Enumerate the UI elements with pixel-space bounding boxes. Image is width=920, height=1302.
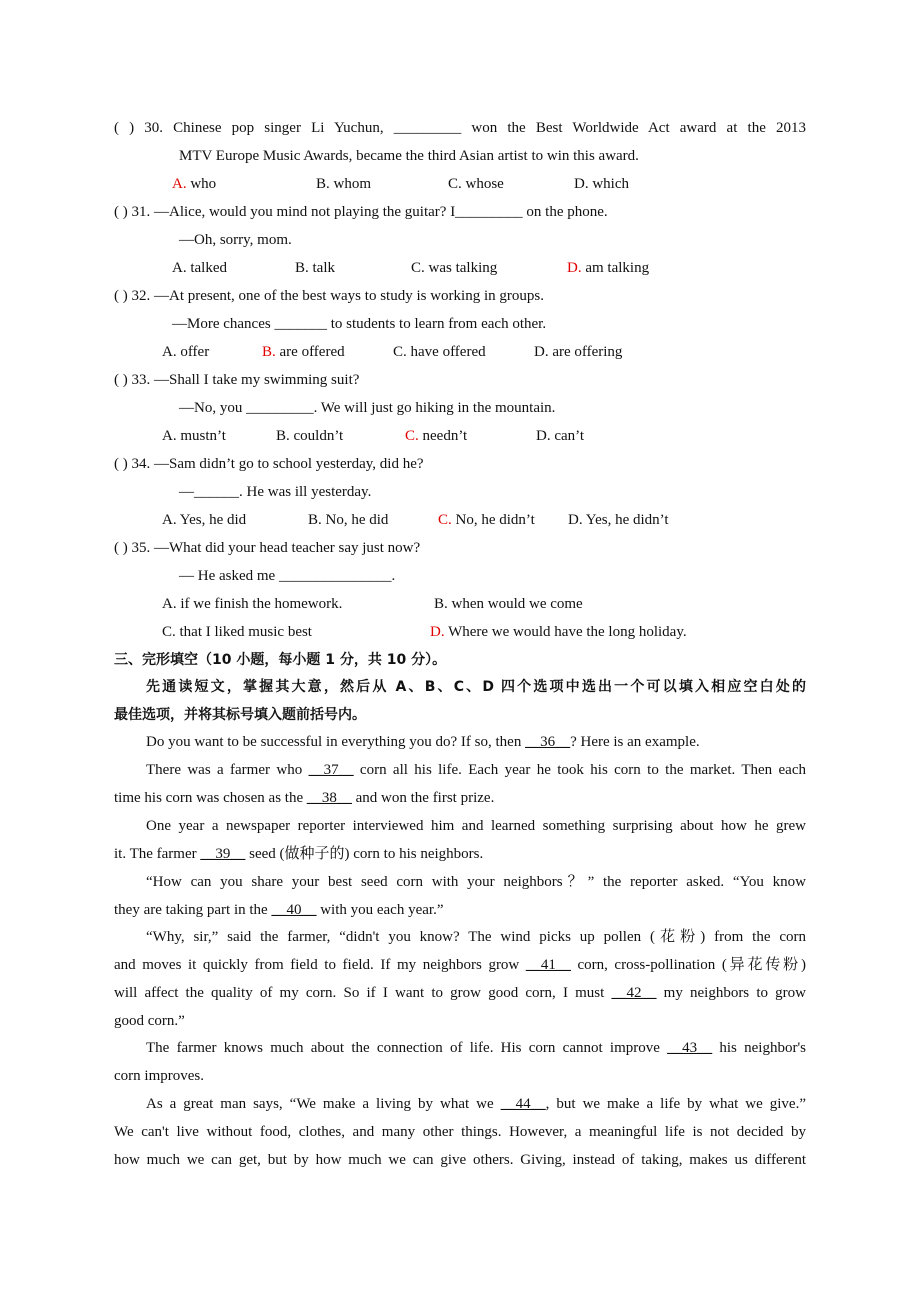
passage-text: The farmer knows much about the connection of life. His corn cannot improve <box>146 1040 668 1056</box>
option-text: No, he didn’t <box>451 512 535 528</box>
q33-line1: ( ) 33. —Shall I take my swimming suit? <box>114 372 360 388</box>
passage-text: seed (做种子的) corn to his neighbors. <box>245 846 484 862</box>
q30-option-a <box>172 174 216 194</box>
passage-text: it. The farmer <box>114 846 201 862</box>
q35-line1: ( ) 35. —What did your head teacher say just now? <box>114 540 421 556</box>
passage-text: they are taking part in the <box>114 902 272 918</box>
q34-option-c <box>438 510 535 530</box>
answer-mark: A. <box>172 176 187 192</box>
q31-option-a: A. talked <box>172 260 227 276</box>
passage-line: how much we can get, but by how much we can give others. Giving, instead of taking, makes us different <box>114 1152 806 1168</box>
answer-mark: C. <box>438 512 452 528</box>
q31-option-d <box>567 258 649 278</box>
q30-option-c: C. whose <box>448 176 504 192</box>
passage-text: , but we make a life by what we give.” <box>545 1096 807 1112</box>
passage-text: There was a farmer who <box>146 762 309 778</box>
blank-39: __39__ <box>200 846 246 862</box>
passage-text: Do you want to be successful in everything you do? If so, then <box>146 734 526 750</box>
passage-line <box>146 1038 806 1058</box>
q31-line2: —Oh, sorry, mom. <box>179 232 292 248</box>
passage-text: with you each year.” <box>316 902 444 918</box>
q30-option-b: B. whom <box>316 176 372 192</box>
q32-line2: —More chances _______ to students to learn from each other. <box>172 316 547 332</box>
answer-mark: D. <box>567 260 582 276</box>
blank-43: __43__ <box>667 1040 713 1056</box>
q34-option-d: D. Yes, he didn’t <box>568 512 669 528</box>
q32-option-c: C. have offered <box>393 344 486 360</box>
passage-text: his neighbor's <box>712 1040 806 1056</box>
q31-option-b: B. talk <box>295 260 335 276</box>
passage-line <box>114 844 483 864</box>
passage-line: We can't live without food, clothes, and many other things. However, a meaningful life is not decided by <box>114 1124 806 1140</box>
passage-text: As a great man says, “We make a living by what we <box>146 1096 501 1112</box>
q33-option-a: A. mustn’t <box>162 428 226 444</box>
passage-line <box>146 760 806 780</box>
q31-option-c: C. was talking <box>411 260 498 276</box>
passage-text: ? Here is an example. <box>570 734 700 750</box>
passage-line <box>114 983 806 1003</box>
blank-44: __44__ <box>500 1096 546 1112</box>
option-text: who <box>186 176 217 192</box>
passage-line: “How can you share your best seed corn with your neighbors？” the reporter asked. “You know <box>146 874 806 890</box>
section-instructions-line1: 先通读短文，掌握其大意，然后从 A、B、C、D 四个选项中选出一个可以填入相应空白处的 <box>146 679 806 695</box>
passage-text: time his corn was chosen as the <box>114 790 307 806</box>
q33-option-d: D. can’t <box>536 428 585 444</box>
q35-option-b: B. when would we come <box>434 596 583 612</box>
q32-option-a: A. offer <box>162 344 210 360</box>
blank-37: __37__ <box>308 762 354 778</box>
option-text: are offered <box>275 344 345 360</box>
q30-line1: ( ) 30. Chinese pop singer Li Yuchun, _________ won the Best Worldwide Act award at the 2013 <box>114 120 806 136</box>
passage-line: corn improves. <box>114 1068 204 1084</box>
passage-line <box>114 955 806 975</box>
q35-option-c: C. that I liked music best <box>162 624 312 640</box>
q35-option-d <box>430 622 687 642</box>
option-text: needn’t <box>418 428 468 444</box>
q35-option-a: A. if we finish the homework. <box>162 596 343 612</box>
passage-line <box>146 732 700 752</box>
q31-line1: ( ) 31. —Alice, would you mind not playing the guitar? I_________ on the phone. <box>114 204 608 220</box>
passage-text: and moves it quickly from field to field. If my neighbors grow <box>114 957 526 973</box>
passage-line <box>114 900 443 920</box>
q34-line2: —______. He was ill yesterday. <box>179 484 372 500</box>
section-instructions-line2: 最佳选项，并将其标号填入题前括号内。 <box>114 707 366 723</box>
passage-text: and won the first prize. <box>351 790 495 806</box>
q33-line2: —No, you _________. We will just go hiking in the mountain. <box>179 400 556 416</box>
q34-option-a: A. Yes, he did <box>162 512 247 528</box>
q32-option-d: D. are offering <box>534 344 623 360</box>
q33-option-b: B. couldn’t <box>276 428 344 444</box>
q34-line1: ( ) 34. —Sam didn’t go to school yesterday, did he? <box>114 456 424 472</box>
passage-text: will affect the quality of my corn. So if I want to grow good corn, I must <box>114 985 612 1001</box>
blank-36: __36__ <box>525 734 571 750</box>
q32-option-b <box>262 342 345 362</box>
blank-41: __41__ <box>525 957 571 973</box>
blank-40: __40__ <box>271 902 317 918</box>
option-text: am talking <box>581 260 650 276</box>
answer-mark: D. <box>430 624 445 640</box>
q33-option-c <box>405 426 467 446</box>
q35-line2: — He asked me _______________. <box>179 568 396 584</box>
blank-38: __38__ <box>306 790 352 806</box>
q30-option-d: D. which <box>574 176 629 192</box>
answer-mark: C. <box>405 428 419 444</box>
passage-text: my neighbors to grow <box>656 985 806 1001</box>
passage-line <box>114 788 494 808</box>
passage-text: corn, cross-pollination (异花传粉) <box>570 957 806 973</box>
answer-mark: B. <box>262 344 276 360</box>
q34-option-b: B. No, he did <box>308 512 389 528</box>
q32-line1: ( ) 32. —At present, one of the best ways to study is working in groups. <box>114 288 544 304</box>
passage-line <box>146 1094 806 1114</box>
passage-line: good corn.” <box>114 1013 185 1029</box>
section-heading: 三、完形填空（10 小题，每小题 1 分，共 10 分）。 <box>114 652 447 668</box>
passage-line: One year a newspaper reporter interviewed him and learned something surprising about how he grew <box>146 818 806 834</box>
option-text: Where we would have the long holiday. <box>444 624 687 640</box>
blank-42: __42__ <box>611 985 657 1001</box>
passage-line: “Why, sir,” said the farmer, “didn't you know? The wind picks up pollen (花粉) from the corn <box>146 929 806 945</box>
q30-line2: MTV Europe Music Awards, became the third Asian artist to win this award. <box>179 148 639 164</box>
passage-text: corn all his life. Each year he took his corn to the market. Then each <box>353 762 807 778</box>
